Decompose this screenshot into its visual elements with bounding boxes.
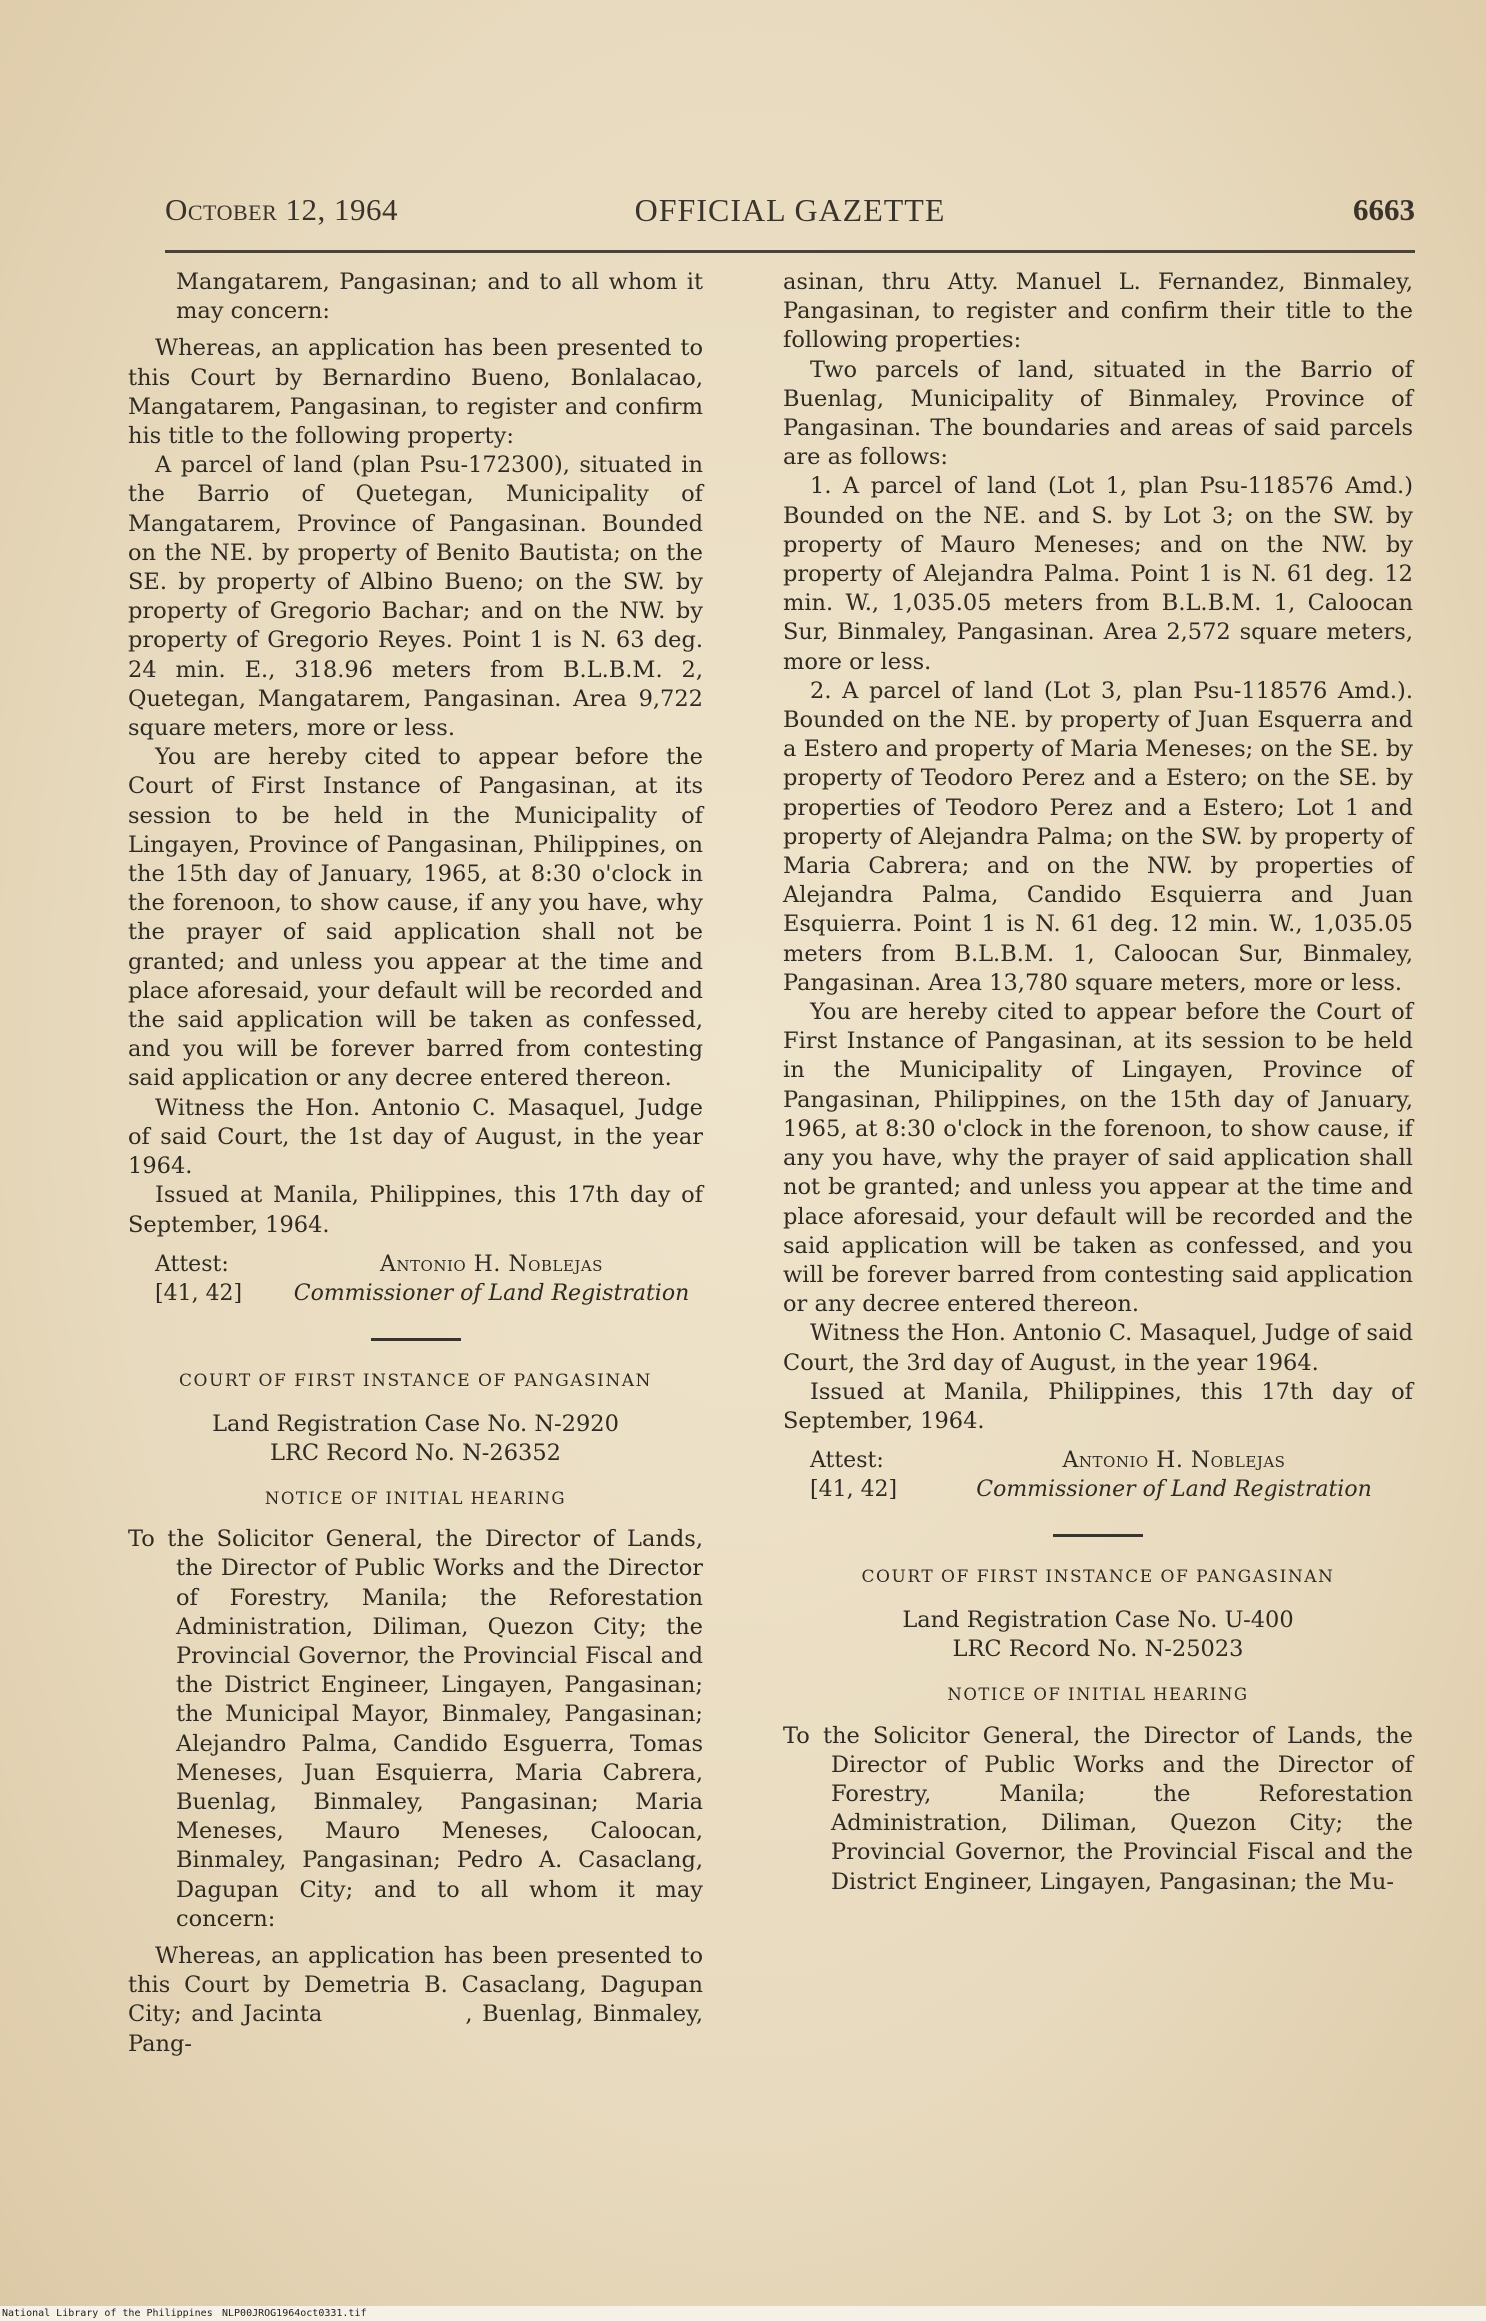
issued-paragraph: Issued at Manila, Philippines, this 17th day of September, 1964. — [128, 1182, 703, 1238]
continued-paragraph: asinan, thru Atty. Manuel L. Fernandez, Binmaley, Pangasinan, to register and confirm their title to the following properties: — [783, 269, 1413, 354]
issued-paragraph: Issued at Manila, Philippines, this 17th day of September, 1964. — [783, 1378, 1413, 1434]
attest-block — [783, 1446, 1413, 1504]
header-rule — [165, 250, 1415, 253]
court-heading: COURT OF FIRST INSTANCE OF PANGASINAN — [179, 1370, 652, 1391]
parcels-intro: Two parcels of land, situated in the Barrio of Buenlag, Municipality of Binmaley, Province of Pangasinan. The boundaries and areas of said parcels are as follows: — [783, 356, 1413, 471]
section-divider — [371, 1338, 461, 1341]
case-number: Land Registration Case No. U-400 — [902, 1607, 1294, 1634]
notice-heading: NOTICE OF INITIAL HEARING — [264, 1488, 567, 1508]
attest-name: Antonio H. Noblejas — [1062, 1448, 1286, 1474]
attest-ref: [41, 42] — [810, 1477, 898, 1503]
attest-label: Attest: — [810, 1448, 884, 1474]
section-divider — [1053, 1534, 1143, 1537]
parcel-2-description: 2. A parcel of land (Lot 3, plan Psu-118576 Amd.). Bounded on the NE. by property of Juan Esquerra and a Estero and property of Maria Meneses; on the SE. by property of Teodoro Perez and a Estero; on the SE. by properties of Teodoro Perez and a Estero; Lot 1 and property of Alejandra Palma; on the SW. by property of Maria Cabrera; and on the NW. by properties of Alejandra Palma, Candido Esquierra and Juan Esquierra. Point 1 is N. 61 deg. 12 min. W., 1,035.05 meters from B.L.B.M. 1, Caloocan Sur, Binmaley, Pangasinan. Area 13,780 square meters, more or less. — [783, 677, 1413, 996]
lrc-record-number: LRC Record No. N-26352 — [270, 1439, 561, 1466]
lrc-record-number: LRC Record No. N-25023 — [952, 1636, 1244, 1663]
court-heading: COURT OF FIRST INSTANCE OF PANGASINAN — [861, 1567, 1335, 1588]
parcel-1-description: 1. A parcel of land (Lot 1, plan Psu-118576 Amd.) Bounded on the NE. and S. by Lot 3; on the SW. by property of Mauro Meneses; and on the NW. by property of Alejandra Palma. Point 1 is N. 61 deg. 12 min. W., 1,035.05 meters from B.L.B.M. 1, Caloocan Sur, Binmaley, Pangasinan. Area 2,572 square meters, more or less. — [783, 473, 1413, 675]
header-page-number: 6663 — [1353, 192, 1415, 227]
right-column — [783, 268, 1413, 1897]
attest-title: Commissioner of Land Registration — [976, 1477, 1372, 1503]
witness-paragraph: Witness the Hon. Antonio C. Masaquel, Judge of said Court, the 3rd day of August, in the year 1964. — [783, 1320, 1413, 1376]
attest-label: Attest: — [155, 1251, 229, 1277]
citation-paragraph: You are hereby cited to appear before the Court of First Instance of Pangasinan, at its session to be held in the Municipality of Lingayen, Province of Pangasinan, Philippines, on the 15th day of January, 1965, at 8:30 o'clock in the forenoon, to show cause, if any you have, why the prayer of said application shall not be granted; and unless you appear at the time and place aforesaid, your default will be recorded and the said application will be taken as confessed, and you will be forever barred from contesting said application or any decree entered thereon. — [783, 999, 1413, 1318]
footer-filename: NLP00JROG1964oct0331.tif — [222, 2308, 367, 2319]
citation-paragraph: You are hereby cited to appear before the Court of First Instance of Pangasinan, at its session to be held in the Municipality of Lingayen, Province of Pangasinan, Philippines, on the 15th day of January, 1965, at 8:30 o'clock in the forenoon, to show cause, if any you have, why the prayer of said application shall not be granted; and unless you appear at the time and place aforesaid, your default will be recorded and the said application will be taken as confessed, and you will be forever barred from contesting said application or any decree entered thereon. — [128, 744, 703, 1092]
notice-heading: NOTICE OF INITIAL HEARING — [947, 1685, 1249, 1705]
attest-title: Commissioner of Land Registration — [293, 1280, 690, 1306]
parcel-description: A parcel of land (plan Psu-172300), situated in the Barrio of Quetegan, Municipality of Mangatarem, Province of Pangasinan. Bounded on the NE. by property of Benito Bautista; on the SE. by property of Albino Bueno; on the SW. by property of Gregorio Bachar; and on the NW. by property of Gregorio Reyes. Point 1 is N. 63 deg. 24 min. E., 318.96 meters from B.L.B.M. 2, Quetegan, Mangatarem, Pangasinan. Area 9,722 square meters, more or less. — [128, 452, 703, 742]
header-date: October 12, 1964 — [165, 192, 399, 227]
page-header — [165, 192, 1415, 242]
attest-name: Antonio H. Noblejas — [380, 1251, 603, 1277]
witness-paragraph: Witness the Hon. Antonio C. Masaquel, Judge of said Court, the 1st day of August, in the year 1964. — [128, 1094, 703, 1180]
continued-address: Mangatarem, Pangasinan; and to all whom it may concern: — [176, 269, 703, 325]
attest-ref: [41, 42] — [155, 1280, 243, 1306]
case-number: Land Registration Case No. N-2920 — [212, 1410, 619, 1437]
scan-footer — [0, 2306, 1486, 2321]
addressees-paragraph: To the Solicitor General, the Director of Lands, the Director of Public Works and the Director of Forestry, Manila; the Reforestation Administration, Diliman, Quezon City; the Provincial Governor, the Provincial Fiscal and the District Engineer, Lingayen, Pangasinan; the Municipal Mayor, Binmaley, Pangasinan; Alejandro Palma, Candido Esguerra, Tomas Meneses, Juan Esquierra, Maria Cabrera, Buenlag, Binmaley, Pangasinan; Maria Meneses, Mauro Meneses, Caloocan, Binmaley, Pangasinan; Pedro A. Casaclang, Dagupan City; and to all whom it may concern: — [128, 1526, 703, 1932]
whereas-paragraph-2: Whereas, an application has been presented to this Court by Demetria B. Casaclang, Dagupan City; and Jacinta , Buenlag, Binmaley, Pang- — [128, 1942, 711, 2057]
header-title: OFFICIAL GAZETTE — [634, 192, 946, 228]
left-column — [128, 268, 711, 2059]
footer-library: National Library of the Philippines — [2, 2308, 213, 2319]
whereas-paragraph: Whereas, an application has been presented to this Court by Bernardino Bueno, Bonlalacao, Mangatarem, Pangasinan, to register and confirm his title to the following property: — [128, 335, 703, 450]
addressees-paragraph: To the Solicitor General, the Director of Lands, the Director of Public Works and the Director of Forestry, Manila; the Reforestation Administration, Diliman, Quezon City; the Provincial Governor, the Provincial Fiscal and the District Engineer, Lingayen, Pangasinan; the Mu- — [783, 1722, 1413, 1895]
attest-block — [128, 1250, 703, 1308]
